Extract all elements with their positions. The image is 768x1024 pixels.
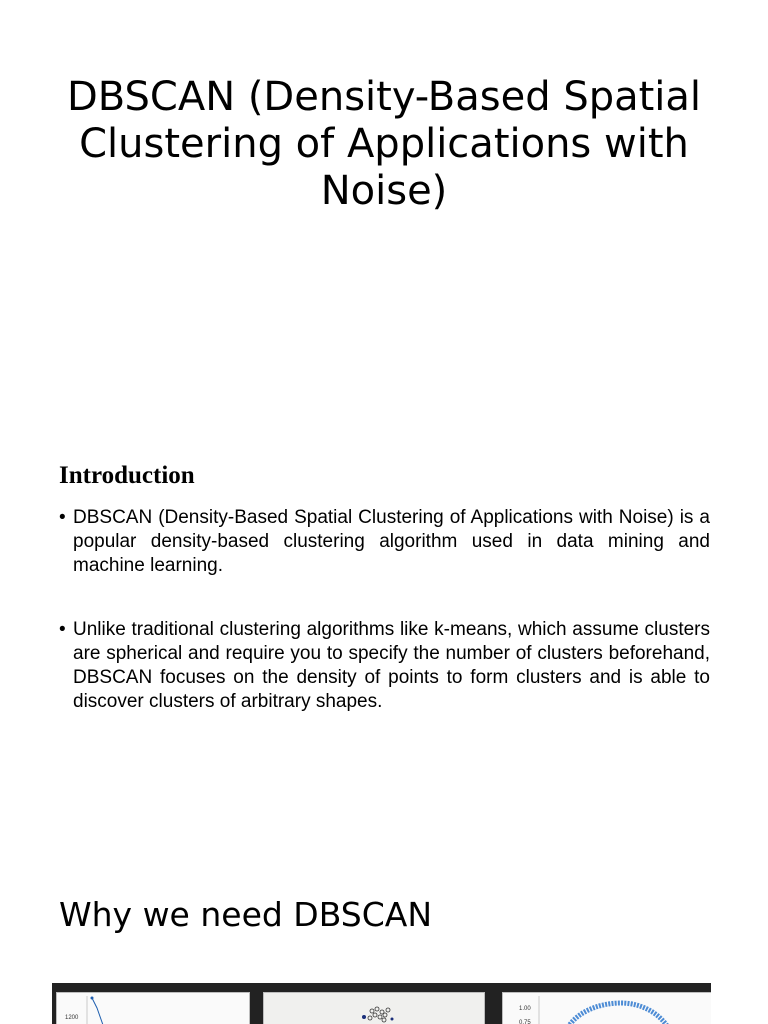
slide-title: DBSCAN (Density-Based Spatial Clustering of Applications with Noise) bbox=[66, 74, 702, 214]
panel-tick-label: 1200 bbox=[65, 1015, 79, 1021]
bullet-text: Unlike traditional clustering algorithms like k-means, which assume clusters are spherical and require you to specify the number of clusters beforehand, DBSCAN focuses on the density of points to form clusters and is able to discover clusters of arbitrary shapes. bbox=[73, 618, 710, 713]
figure-panel-ring-clusters bbox=[502, 992, 711, 1024]
line-plot-graphic bbox=[57, 993, 249, 1024]
bullet-dot-icon: • bbox=[59, 618, 66, 640]
figure-panel-noise-clusters bbox=[263, 992, 485, 1024]
why-dbscan-heading: Why we need DBSCAN bbox=[59, 895, 433, 934]
panel-tick-label: 1.00 bbox=[519, 1006, 531, 1012]
bullet-item bbox=[59, 618, 710, 715]
introduction-heading: Introduction bbox=[59, 462, 195, 489]
panel-tick-label: 0.75 bbox=[519, 1020, 531, 1024]
bullet-text: DBSCAN (Density-Based Spatial Clustering of Applications with Noise) is a popular density-based clustering algorithm used in data mining and machine learning. bbox=[73, 507, 710, 577]
noise-cluster-graphic bbox=[264, 993, 484, 1024]
bullet-dot-icon: • bbox=[59, 507, 66, 528]
ring-cluster-graphic bbox=[503, 993, 711, 1024]
clustering-comparison-figure bbox=[52, 983, 711, 1024]
figure-panel-line-plot bbox=[56, 992, 250, 1024]
introduction-bullet-list bbox=[59, 506, 710, 714]
bullet-item bbox=[59, 506, 710, 579]
